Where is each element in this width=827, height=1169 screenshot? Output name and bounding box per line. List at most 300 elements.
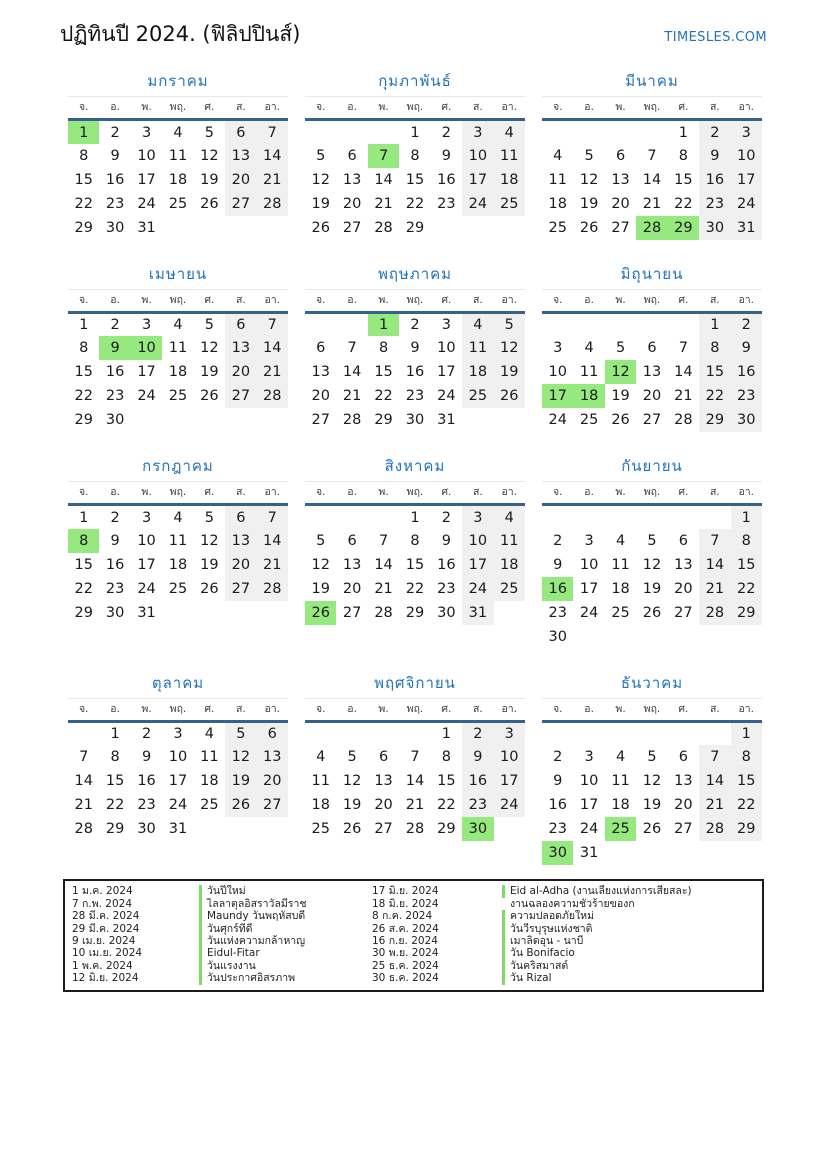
month-7 bbox=[68, 456, 288, 649]
months-grid bbox=[68, 71, 767, 865]
weekday-header: จ. bbox=[542, 97, 573, 120]
day-cell: 3 bbox=[584, 749, 594, 766]
week-row bbox=[305, 408, 525, 432]
week-row bbox=[68, 120, 288, 144]
day-cell: 28 bbox=[674, 412, 693, 429]
week-row bbox=[305, 144, 525, 168]
legend-holiday-label: เมาลิดอุน - นาบี bbox=[502, 935, 583, 947]
legend-holiday-label: วัน Bonifacio bbox=[502, 947, 575, 959]
day-cell: 25 bbox=[494, 577, 525, 601]
weekday-header: จ. bbox=[542, 482, 573, 505]
empty-cell bbox=[542, 505, 573, 529]
day-cell: 3 bbox=[441, 317, 452, 334]
month-title: เมษายน bbox=[148, 264, 208, 283]
day-cell: 12 bbox=[200, 340, 219, 357]
day-cell: 4 bbox=[173, 509, 183, 526]
day-cell: 1 bbox=[731, 505, 762, 529]
day-cell: 19 bbox=[311, 580, 330, 597]
day-cell: 27 bbox=[225, 192, 256, 216]
empty-cell bbox=[131, 408, 162, 432]
day-cell: 28 bbox=[374, 219, 393, 236]
day-cell: 22 bbox=[74, 580, 93, 597]
weekday-header-row bbox=[305, 97, 525, 120]
day-cell: 28 bbox=[257, 577, 288, 601]
legend-date: 28 มี.ค. 2024 bbox=[72, 910, 140, 923]
day-cell: 25 bbox=[168, 388, 188, 405]
weekday-header: อา. bbox=[731, 289, 762, 312]
day-cell: 20 bbox=[342, 195, 362, 212]
legend-row bbox=[65, 972, 762, 984]
legend-holiday-name bbox=[495, 972, 762, 984]
weekday-header: พฤ. bbox=[162, 698, 193, 721]
weekday-header-row bbox=[305, 482, 525, 505]
day-cell: 2 bbox=[441, 124, 452, 141]
day-cell: 3 bbox=[173, 726, 183, 743]
day-cell: 27 bbox=[342, 219, 362, 236]
day-cell: 23 bbox=[437, 195, 456, 212]
empty-cell bbox=[336, 721, 367, 745]
day-cell: 10 bbox=[168, 749, 188, 766]
day-cell: 19 bbox=[200, 556, 219, 573]
week-row bbox=[305, 505, 525, 529]
week-row bbox=[305, 384, 525, 408]
weekday-header: พ. bbox=[368, 289, 399, 312]
week-row bbox=[542, 505, 762, 529]
weekday-header: พฤ. bbox=[399, 97, 430, 120]
month-table bbox=[542, 289, 762, 433]
weekday-header: ศ. bbox=[668, 698, 699, 721]
day-cell: 10 bbox=[462, 529, 493, 553]
week-row bbox=[68, 745, 288, 769]
day-cell: 17 bbox=[731, 168, 762, 192]
day-cell: 26 bbox=[642, 821, 662, 838]
day-cell: 16 bbox=[462, 769, 493, 793]
day-cell: 18 bbox=[168, 364, 188, 381]
month-title: กันยายน bbox=[621, 457, 683, 476]
week-row bbox=[68, 553, 288, 577]
weekday-header: อ. bbox=[573, 289, 604, 312]
weekday-header: อา. bbox=[731, 482, 762, 505]
week-row bbox=[542, 384, 762, 408]
day-cell: 3 bbox=[141, 509, 152, 526]
day-cell: 29 bbox=[699, 408, 730, 432]
empty-cell bbox=[636, 120, 667, 144]
week-row bbox=[542, 120, 762, 144]
empty-cell bbox=[225, 817, 256, 841]
legend-holiday-name bbox=[199, 923, 365, 935]
day-cell: 10 bbox=[494, 745, 525, 769]
weekday-header: ส. bbox=[699, 698, 730, 721]
weekday-header: ศ. bbox=[431, 289, 462, 312]
day-cell: 26 bbox=[225, 793, 256, 817]
day-cell: 14 bbox=[699, 553, 730, 577]
empty-cell bbox=[699, 505, 730, 529]
day-cell: 17 bbox=[137, 364, 156, 381]
empty-cell bbox=[194, 408, 225, 432]
day-cell: 16 bbox=[731, 360, 762, 384]
day-cell: 6 bbox=[316, 340, 326, 357]
day-cell: 28 bbox=[257, 384, 288, 408]
day-cell: 6 bbox=[225, 312, 256, 336]
day-cell: 13 bbox=[611, 171, 630, 188]
day-cell: 11 bbox=[200, 749, 219, 766]
day-cell: 30 bbox=[548, 628, 567, 645]
day-cell: 22 bbox=[674, 195, 693, 212]
day-cell: 26 bbox=[305, 601, 336, 625]
weekday-header: อ. bbox=[573, 97, 604, 120]
empty-cell bbox=[731, 841, 762, 865]
weekday-header: พฤ. bbox=[162, 289, 193, 312]
weekday-header: จ. bbox=[68, 289, 99, 312]
day-cell: 14 bbox=[342, 364, 362, 381]
weekday-header: ส. bbox=[462, 97, 493, 120]
legend-date: 10 เม.ย. 2024 bbox=[72, 947, 143, 960]
day-cell: 4 bbox=[316, 749, 326, 766]
day-cell: 29 bbox=[374, 412, 393, 429]
day-cell: 30 bbox=[105, 412, 125, 429]
day-cell: 2 bbox=[141, 726, 152, 743]
month-table bbox=[68, 481, 288, 625]
empty-cell bbox=[194, 216, 225, 240]
day-cell: 15 bbox=[405, 171, 425, 188]
empty-cell bbox=[194, 601, 225, 625]
day-cell: 9 bbox=[110, 147, 120, 164]
day-cell: 3 bbox=[141, 124, 152, 141]
day-cell: 19 bbox=[225, 769, 256, 793]
week-row bbox=[305, 793, 525, 817]
day-cell: 10 bbox=[462, 144, 493, 168]
weekday-header-row bbox=[68, 698, 288, 721]
weekday-header: ส. bbox=[225, 698, 256, 721]
day-cell: 17 bbox=[168, 773, 188, 790]
empty-cell bbox=[336, 120, 367, 144]
day-cell: 16 bbox=[542, 577, 573, 601]
day-cell: 25 bbox=[579, 412, 599, 429]
day-cell: 1 bbox=[441, 726, 452, 743]
week-row bbox=[542, 168, 762, 192]
day-cell: 2 bbox=[553, 749, 563, 766]
day-cell: 15 bbox=[731, 769, 762, 793]
day-cell: 16 bbox=[105, 171, 125, 188]
week-row bbox=[68, 360, 288, 384]
weekday-header: พฤ. bbox=[162, 97, 193, 120]
week-row bbox=[305, 120, 525, 144]
weekday-header: อา. bbox=[731, 698, 762, 721]
day-cell: 26 bbox=[579, 219, 599, 236]
empty-cell bbox=[542, 120, 573, 144]
weekday-header: จ. bbox=[542, 289, 573, 312]
day-cell: 13 bbox=[374, 773, 393, 790]
day-cell: 31 bbox=[137, 219, 156, 236]
day-cell: 22 bbox=[405, 195, 425, 212]
day-cell: 9 bbox=[553, 773, 563, 790]
day-cell: 4 bbox=[553, 147, 563, 164]
weekday-header: พ. bbox=[605, 698, 636, 721]
day-cell: 30 bbox=[542, 841, 573, 865]
day-cell: 9 bbox=[441, 532, 452, 549]
weekday-header: ส. bbox=[699, 289, 730, 312]
empty-cell bbox=[699, 625, 730, 649]
day-cell: 28 bbox=[405, 821, 425, 838]
empty-cell bbox=[194, 817, 225, 841]
empty-cell bbox=[636, 505, 667, 529]
page-title: ปฏิทินปี 2024. (ฟิลิปปินส์) bbox=[60, 22, 301, 46]
day-cell: 3 bbox=[462, 505, 493, 529]
weekday-header-row bbox=[542, 97, 762, 120]
weekday-header: ศ. bbox=[194, 482, 225, 505]
empty-cell bbox=[668, 505, 699, 529]
weekday-header: อ. bbox=[336, 482, 367, 505]
day-cell: 16 bbox=[105, 556, 125, 573]
month-table bbox=[305, 698, 525, 842]
empty-cell bbox=[257, 601, 288, 625]
day-cell: 10 bbox=[579, 556, 599, 573]
day-cell: 23 bbox=[548, 821, 567, 838]
day-cell: 12 bbox=[579, 171, 599, 188]
week-row bbox=[68, 601, 288, 625]
day-cell: 13 bbox=[674, 556, 693, 573]
day-cell: 23 bbox=[105, 195, 125, 212]
empty-cell bbox=[573, 721, 604, 745]
day-cell: 8 bbox=[68, 529, 99, 553]
week-row bbox=[68, 817, 288, 841]
empty-cell bbox=[431, 216, 462, 240]
weekday-header: พฤ. bbox=[162, 482, 193, 505]
day-cell: 25 bbox=[200, 797, 219, 814]
legend-row bbox=[65, 923, 762, 935]
day-cell: 19 bbox=[311, 195, 330, 212]
day-cell: 20 bbox=[642, 388, 662, 405]
day-cell: 12 bbox=[311, 171, 330, 188]
day-cell: 7 bbox=[257, 120, 288, 144]
day-cell: 21 bbox=[74, 797, 93, 814]
weekday-header: พฤ. bbox=[636, 289, 667, 312]
day-cell: 28 bbox=[257, 192, 288, 216]
day-cell: 29 bbox=[74, 412, 93, 429]
week-row bbox=[68, 336, 288, 360]
weekday-header: อ. bbox=[99, 698, 130, 721]
empty-cell bbox=[257, 408, 288, 432]
day-cell: 21 bbox=[405, 797, 425, 814]
day-cell: 24 bbox=[168, 797, 188, 814]
day-cell: 8 bbox=[410, 147, 420, 164]
day-cell: 27 bbox=[342, 604, 362, 621]
day-cell: 21 bbox=[699, 793, 730, 817]
day-cell: 9 bbox=[441, 147, 452, 164]
day-cell: 12 bbox=[342, 773, 362, 790]
weekday-header-row bbox=[542, 482, 762, 505]
day-cell: 11 bbox=[611, 556, 630, 573]
legend-date: 30 พ.ย. 2024 bbox=[372, 947, 439, 960]
week-row bbox=[305, 216, 525, 240]
day-cell: 25 bbox=[462, 384, 493, 408]
empty-cell bbox=[605, 721, 636, 745]
week-row bbox=[542, 745, 762, 769]
empty-cell bbox=[668, 721, 699, 745]
day-cell: 9 bbox=[731, 336, 762, 360]
day-cell: 18 bbox=[200, 773, 219, 790]
week-row bbox=[542, 360, 762, 384]
week-row bbox=[542, 721, 762, 745]
day-cell: 30 bbox=[105, 604, 125, 621]
weekday-header: ศ. bbox=[194, 698, 225, 721]
weekday-header-row bbox=[542, 289, 762, 312]
day-cell: 16 bbox=[548, 797, 567, 814]
week-row bbox=[542, 625, 762, 649]
empty-cell bbox=[225, 601, 256, 625]
empty-cell bbox=[636, 841, 667, 865]
day-cell: 10 bbox=[137, 147, 156, 164]
weekday-header: พฤ. bbox=[399, 482, 430, 505]
day-cell: 18 bbox=[611, 580, 630, 597]
month-title: พฤศจิกายน bbox=[374, 673, 456, 692]
day-cell: 11 bbox=[579, 364, 599, 381]
day-cell: 14 bbox=[699, 769, 730, 793]
day-cell: 10 bbox=[437, 340, 456, 357]
day-cell: 18 bbox=[548, 195, 567, 212]
empty-cell bbox=[636, 625, 667, 649]
empty-cell bbox=[462, 216, 493, 240]
weekday-header: อ. bbox=[99, 482, 130, 505]
day-cell: 5 bbox=[647, 749, 657, 766]
week-row bbox=[305, 745, 525, 769]
day-cell: 5 bbox=[615, 340, 626, 357]
empty-cell bbox=[336, 505, 367, 529]
day-cell: 22 bbox=[74, 195, 93, 212]
week-row bbox=[305, 360, 525, 384]
month-8 bbox=[305, 456, 525, 649]
day-cell: 25 bbox=[311, 821, 330, 838]
day-cell: 28 bbox=[374, 604, 393, 621]
day-cell: 12 bbox=[200, 147, 219, 164]
day-cell: 21 bbox=[257, 360, 288, 384]
day-cell: 20 bbox=[674, 797, 693, 814]
day-cell: 1 bbox=[699, 312, 730, 336]
legend-holiday-name bbox=[495, 947, 762, 959]
day-cell: 24 bbox=[731, 192, 762, 216]
day-cell: 27 bbox=[257, 793, 288, 817]
empty-cell bbox=[225, 408, 256, 432]
day-cell: 14 bbox=[374, 556, 393, 573]
day-cell: 6 bbox=[615, 147, 626, 164]
day-cell: 8 bbox=[79, 147, 89, 164]
empty-cell bbox=[257, 216, 288, 240]
legend-holiday-label: Eid al-Adha (งานเลี้ยงแห่งการเสียสละ) bbox=[502, 885, 692, 897]
legend-date: 26 ส.ค. 2024 bbox=[372, 922, 439, 935]
day-cell: 28 bbox=[699, 817, 730, 841]
day-cell: 27 bbox=[674, 604, 693, 621]
day-cell: 21 bbox=[642, 195, 662, 212]
day-cell: 21 bbox=[342, 388, 362, 405]
weekday-header: พ. bbox=[131, 289, 162, 312]
legend-date: 1 พ.ค. 2024 bbox=[72, 959, 133, 972]
empty-cell bbox=[162, 408, 193, 432]
month-title: สิงหาคม bbox=[384, 457, 446, 476]
week-row bbox=[305, 817, 525, 841]
day-cell: 7 bbox=[79, 749, 89, 766]
day-cell: 30 bbox=[731, 408, 762, 432]
day-cell: 7 bbox=[699, 745, 730, 769]
legend-holiday-name bbox=[199, 898, 365, 910]
day-cell: 18 bbox=[168, 556, 188, 573]
day-cell: 27 bbox=[611, 219, 630, 236]
site-link[interactable]: TIMESLES.COM bbox=[664, 30, 767, 45]
legend-row bbox=[65, 885, 762, 897]
empty-cell bbox=[605, 625, 636, 649]
day-cell: 11 bbox=[168, 147, 188, 164]
month-1 bbox=[68, 71, 288, 240]
weekday-header: อา. bbox=[494, 698, 525, 721]
day-cell: 17 bbox=[494, 769, 525, 793]
day-cell: 23 bbox=[137, 797, 156, 814]
day-cell: 28 bbox=[699, 601, 730, 625]
empty-cell bbox=[305, 721, 336, 745]
weekday-header: อา. bbox=[494, 97, 525, 120]
day-cell: 14 bbox=[74, 773, 93, 790]
day-cell: 18 bbox=[168, 171, 188, 188]
legend-date: 1 ม.ค. 2024 bbox=[72, 885, 133, 898]
empty-cell bbox=[68, 721, 99, 745]
day-cell: 7 bbox=[347, 340, 357, 357]
day-cell: 21 bbox=[374, 195, 393, 212]
weekday-header: ส. bbox=[225, 289, 256, 312]
week-row bbox=[542, 336, 762, 360]
day-cell: 4 bbox=[615, 749, 626, 766]
day-cell: 26 bbox=[342, 821, 362, 838]
day-cell: 2 bbox=[699, 120, 730, 144]
week-row bbox=[542, 529, 762, 553]
day-cell: 14 bbox=[642, 171, 662, 188]
day-cell: 3 bbox=[462, 120, 493, 144]
weekday-header: อา. bbox=[494, 289, 525, 312]
day-cell: 7 bbox=[368, 144, 399, 168]
weekday-header: พฤ. bbox=[399, 698, 430, 721]
day-cell: 2 bbox=[553, 532, 563, 549]
day-cell: 10 bbox=[131, 336, 162, 360]
legend-date: 18 มิ.ย. 2024 bbox=[372, 897, 439, 910]
week-row bbox=[542, 601, 762, 625]
month-title: ธันวาคม bbox=[620, 673, 684, 692]
day-cell: 17 bbox=[437, 364, 456, 381]
month-title: มีนาคม bbox=[625, 72, 679, 91]
empty-cell bbox=[573, 505, 604, 529]
day-cell: 8 bbox=[378, 340, 389, 357]
day-cell: 5 bbox=[204, 124, 215, 141]
day-cell: 11 bbox=[548, 171, 567, 188]
weekday-header: อ. bbox=[573, 698, 604, 721]
weekday-header: ศ. bbox=[668, 97, 699, 120]
legend-holiday-name bbox=[495, 960, 762, 972]
empty-cell bbox=[573, 312, 604, 336]
weekday-header: ศ. bbox=[431, 97, 462, 120]
day-cell: 1 bbox=[79, 317, 89, 334]
legend-holiday-name bbox=[199, 960, 365, 972]
day-cell: 31 bbox=[437, 412, 456, 429]
weekday-header: อา. bbox=[731, 97, 762, 120]
day-cell: 24 bbox=[137, 388, 156, 405]
day-cell: 27 bbox=[374, 821, 393, 838]
day-cell: 11 bbox=[311, 773, 330, 790]
day-cell: 12 bbox=[494, 336, 525, 360]
day-cell: 2 bbox=[462, 721, 493, 745]
holiday-legend bbox=[63, 879, 764, 991]
day-cell: 18 bbox=[494, 168, 525, 192]
day-cell: 15 bbox=[437, 773, 456, 790]
legend-holiday-label: วันศุกร์ที่ดี bbox=[199, 923, 252, 935]
week-row bbox=[68, 721, 288, 745]
day-cell: 31 bbox=[168, 821, 188, 838]
week-row bbox=[542, 144, 762, 168]
